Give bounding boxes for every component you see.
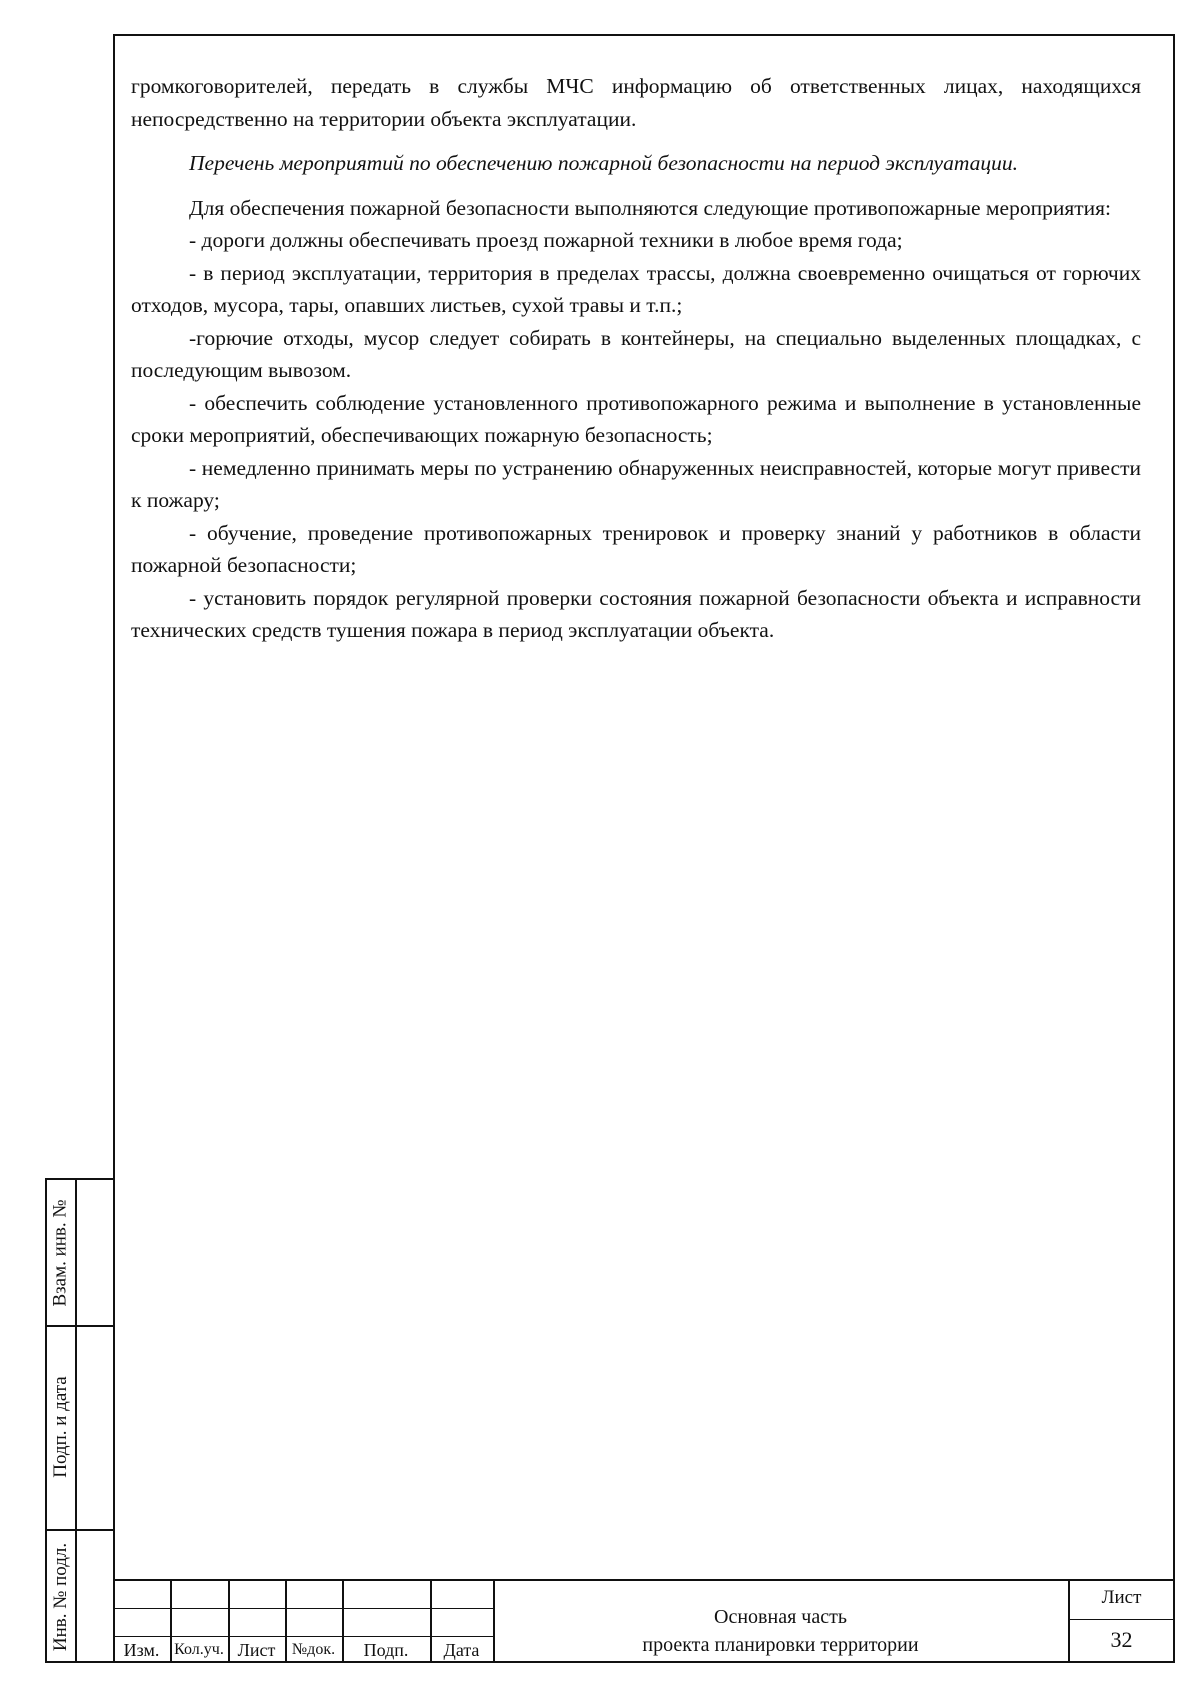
list-item: -горючие отходы, мусор следует собирать в контейнеры, на специально выделенных площадках, с последующим вывозом. — [131, 325, 1141, 382]
binding-strip — [45, 1178, 113, 1663]
col-list: Лист — [237, 1640, 276, 1660]
title-block — [113, 1579, 1175, 1663]
col-ndok: №док. — [291, 1641, 336, 1658]
document-title: Основная часть проекта планировки территории — [642, 1606, 919, 1656]
sheet-number: 32 — [1110, 1627, 1133, 1652]
inv-podl-label: Инв. № подл. — [50, 1542, 72, 1652]
section-heading: Перечень мероприятий по обеспечению пожарной безопасности на период эксплуатации. — [189, 151, 1018, 175]
col-data: Дата — [443, 1640, 480, 1660]
list-item: - дороги должны обеспечивать проезд пожарной техники в любое время года; — [189, 228, 903, 252]
list-item: - в период эксплуатации, территория в пределах трассы, должна своевременно очищаться от горючих отходов, мусора, тары, опавших листьев, сухой травы и т.п.; — [131, 260, 1141, 317]
vzam-inv-label: Взам. инв. № — [50, 1198, 72, 1307]
list-item: - установить порядок регулярной проверки состояния пожарной безопасности объекта и исправности технических средств тушения пожара в период эксплуатации объекта. — [131, 585, 1141, 642]
col-kol-uch: Кол.уч. — [174, 1641, 224, 1658]
document-body — [131, 70, 1141, 647]
podp-data-label: Подп. и дата — [50, 1376, 72, 1478]
list-item: - обеспечить соблюдение установленного противопожарного режима и выполнение в установленные сроки мероприятий, обеспечивающих пожарную безопасность; — [131, 390, 1141, 447]
list-item: - немедленно принимать меры по устранению обнаруженных неисправностей, которые могут привести к пожару; — [131, 455, 1141, 512]
col-podp: Подп. — [363, 1640, 409, 1660]
list-item: - обучение, проведение противопожарных тренировок и проверку знаний у работников в области пожарной безопасности; — [131, 520, 1141, 577]
col-izm: Изм. — [123, 1640, 160, 1660]
paragraph-intro: Для обеспечения пожарной безопасности выполняются следующие противопожарные мероприятия: — [189, 195, 1111, 220]
paragraph-continuation: громкоговорителей, передать в службы МЧС информацию об ответственных лицах, находящихся непосредственно на территории объекта эксплуатации. — [131, 74, 1141, 131]
sheet-label: Лист — [1101, 1587, 1142, 1608]
